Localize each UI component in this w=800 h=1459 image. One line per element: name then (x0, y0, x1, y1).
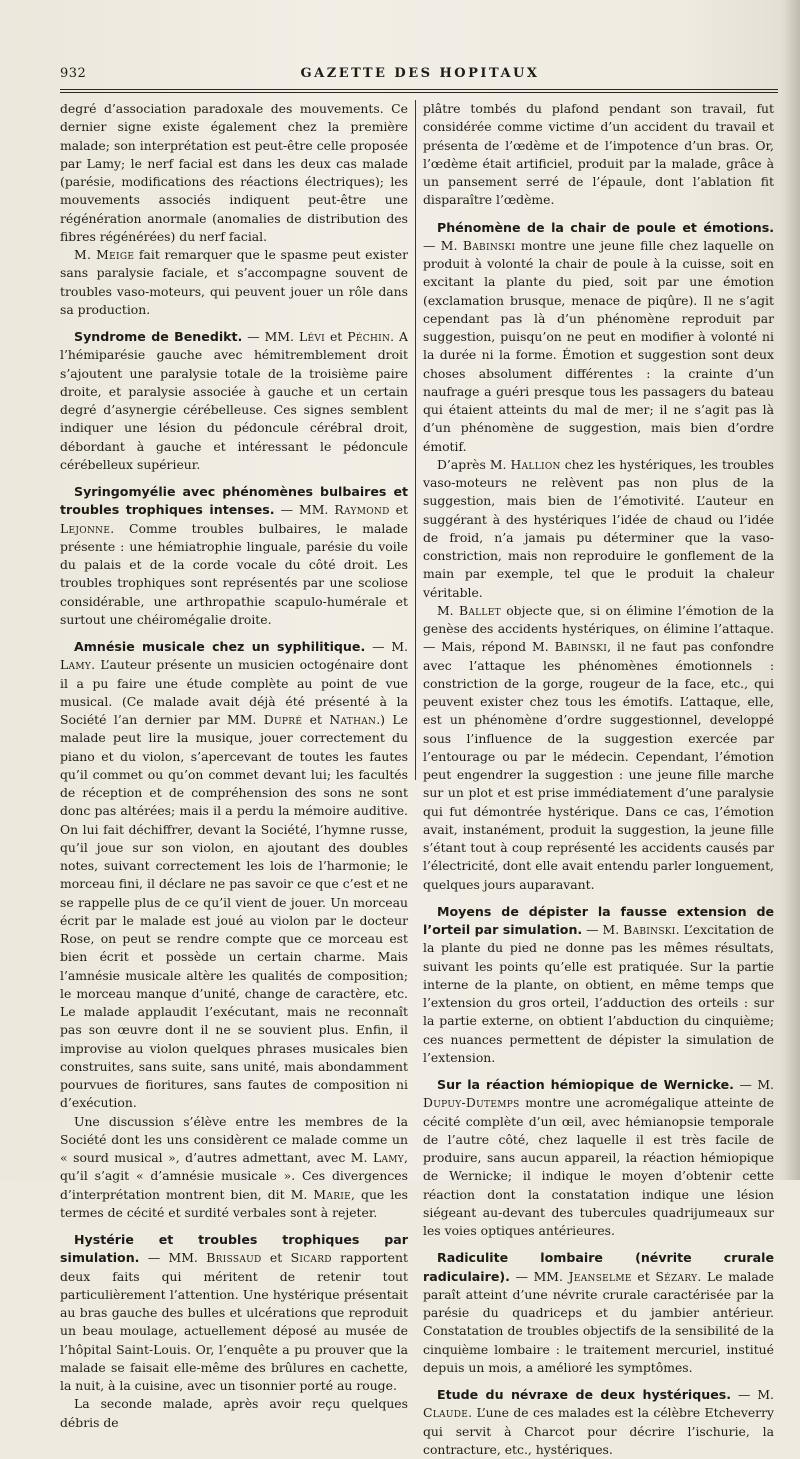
paragraph (60, 638, 408, 1113)
author-name: Brissaud (206, 1250, 262, 1266)
paragraph-text: montre une jeune fille chez laquelle on produit à volonté la chair de poule à la cuisse, soit en excitant la plante du pied, soit par une émotion (exclamation brusque, menace de piqûre). Il ne s’agit cependant pas là d’un phénomène reproduit par suggestion, puisqu’on ne peut en modifier à volonté ni la durée ni la forme. Émotion et suggestion sont deux choses absolument différentes : la crainte d’un naufrage a guéri presque tous les passagers du bateau qui étaient atteints du mal de mer; il ne s’agit pas là d’un phénomène de suggestion, mais bien d’ordre émotif. (423, 237, 774, 454)
paragraph-text: . L’excitation de la plante du pied ne donne pas les mêmes résultats, suivant les points qu’elle est pratiquée. Sur la partie interne de la plante, on obtient, en même temps que l’extension du gros orteil, l’adduction des orteils : sur la partie externe, on obtient l’abduction du cinquième; ces nuances permettent de dépister la simulation de l’extension. (423, 922, 775, 1065)
header-rule-double (60, 92, 778, 93)
paragraph-text: Une discussion s’élève entre les membres de la Société dont les uns considèrent ce malade comme un « sourd musical », d’autres admettant, avec M. (60, 1113, 408, 1165)
paragraph-text: , il ne faut pas confondre avec l’attaque les phénomènes émotionnels : constriction de la gorge, rougeur de la face, etc., qui peuvent exister chez tous les émotifs. L’attaque, elle, est un phénomène d’ordre suggestionnel, developpé sous l’influence de la suggestion exercée par l’entourage ou par le médecin. Cependant, l’émotion peut engendrer la suggestion : une jeune fille marche sur un plot et est prise immédiatement d’une paralysie qui fut démontrée hystérique. Dans ce cas, l’émotion avait, instanément, produit la suggestion, la jeune fille s’étant tout à coup représenté les accidents causés par l’électricité, dont elle avait entendu parler longuement, quelques jours auparavant. (423, 639, 774, 892)
author-name: Babinski (623, 922, 676, 937)
running-header (60, 66, 780, 86)
paragraph-text: . Comme troubles bulbaires, le malade présente : une hémiatrophie linguale, parésie du voile du palais et de la corde vocale du côté droit. Les troubles trophiques sont représentés par une scoliose considérable, une arthropathie scapulo-humérale et surtout une chéiromégalie droite. (60, 520, 408, 627)
section-title: Amnésie musicale chez un syphilitique. (74, 639, 366, 654)
section-title: Moyens de dépister la fausse extension de l’orteil par simulation. (423, 903, 774, 937)
right-column (423, 100, 774, 1459)
page-number: 932 (60, 66, 87, 81)
article-benedikt (60, 328, 408, 474)
paragraph-text: fait remarquer que le spasme peut exister sans paralysie faciale, et s’accompagne souvent de troubles vaso-moteurs, qui peuvent jouer un rôle dans sa production. (60, 247, 408, 317)
paragraph-text: , que les termes de cécité et surdité verbales sont à rejeter. (60, 1186, 408, 1220)
author-name: Marie (313, 1186, 351, 1202)
section-title: Hystérie et troubles trophiques par simulation. (60, 1232, 408, 1266)
text: et (631, 1268, 656, 1284)
author-name: Jeanselme (568, 1268, 632, 1284)
article-nevraxe (423, 1386, 774, 1459)
author-name: Lamy (372, 1150, 405, 1165)
paragraph (60, 1231, 408, 1395)
paragraph-text: . L’auteur présente un musicien octogénaire dont il a pu faire une étude complète au point de vue musical. (Ce malade avait déjà été présenté à la Société l’an dernier par MM. (60, 657, 408, 727)
section-title: Syndrome de Benedikt. (74, 329, 243, 344)
paragraph (60, 328, 408, 474)
paragraph-text: rapportent deux faits qui méritent de retenir tout particulièrement l’attention. Une hystérique présentait au bras gauche des bulles et ulcérations que reproduit un beau moulage, actuellement déposé au musée de l’hôpital Saint-Louis. Or, l’enquête a pu prouver que la malade se faisait elle-même des brûlures en cachette, la nuit, à la cuisine, avec un tisonnier porté au rouge. (60, 1250, 408, 1393)
author-name: Nathan (329, 712, 377, 727)
paragraph: plâtre tombés du plafond pendant son travail, fut considérée comme victime d’un accident du travail et présenta de l’œdème et de l’impotence d’un bras. Or, l’œdème était artificiel, produit par la malade, grâce à un pansement serré de l’épaule, dont l’ablation fit disparaître l’œdème. (423, 101, 774, 208)
paragraph (60, 1113, 408, 1223)
text: D’après M. (437, 456, 511, 472)
paragraph-text: montre une acromégalique atteinte de cécité complète d’un œil, avec hémianopsie temporale de l’autre côté, chez laquelle il est très facile de produire, sans aucun appareil, la réaction hémiopique de Wernicke; il indique le moyen d’obtenir cette réaction dont la constatation indique une lésion siégeant au-devant des tubercules quadrijumeaux sur les voies optiques antérieures. (423, 1095, 774, 1238)
paragraph (423, 219, 774, 456)
article-syringomyelie (60, 483, 408, 629)
paragraph (423, 1076, 774, 1240)
author-name: Dupré (263, 712, 303, 727)
text: — MM. (509, 1268, 569, 1284)
author-name: Hallion (510, 456, 561, 472)
author-name: Dupuy-Dutemps (423, 1095, 520, 1111)
paragraph (423, 602, 774, 894)
left-column (60, 100, 408, 1432)
paragraph-text: chez les hystériques, les troubles vaso-moteurs ne relèvent pas non plus de la suggestion, mais bien de l’émotivité. L’auteur en suggérant à des hystériques l’idée de chaud ou l’idée de froid, n’a jamais pu déterminer que la vaso-constriction, mais non reproduire le gonflement de la main par exemple, tel que le produit la chaleur véritable. (423, 456, 774, 600)
paragraph-text: , qu’il s’agit « d’amnésie musicale ». Ces divergences d’interprétation montrent bien, dit M. (60, 1150, 408, 1202)
text: et (325, 329, 348, 344)
text: — MM. (139, 1250, 207, 1266)
article-chair-de-poule (423, 219, 774, 894)
text: — MM. (274, 502, 335, 518)
paragraph (423, 1386, 774, 1459)
paragraph (423, 903, 774, 1067)
author-name: Raymond (334, 502, 390, 518)
article-amnesie-musicale (60, 638, 408, 1222)
paragraph-text: objecte que, si on élimine l’émotion de la genèse des accidents hystériques, on élimine l’attaque. — Mais, répond M. (423, 602, 774, 655)
author-name: Lamy (60, 657, 92, 673)
section-title: Syringomyélie avec phénomènes bulbaires et troubles trophiques intenses. (60, 484, 408, 518)
author-name: Ballet (458, 602, 501, 618)
text: — M. (731, 1387, 774, 1402)
section-title: Phénomène de la chair de poule et émotions. (437, 219, 774, 235)
text: et (261, 1250, 291, 1266)
page-spine-shadow (782, 0, 800, 1180)
paragraph (423, 456, 774, 602)
paragraph-text: . Le malade paraît atteint d’une névrite crurale caractérisée par la parésie du quadriceps et du jambier antérieur. Constatation de troubles objectifs de la sensibilité de la cinquième lombaire : le traitement mercuriel, institué depuis un mois, a amélioré les symptômes. (423, 1268, 774, 1375)
section-title: Etude du névraxe de deux hystériques. (437, 1387, 732, 1402)
text: et (302, 712, 330, 727)
paragraph (60, 483, 408, 629)
paragraph: degré d’association paradoxale des mouvements. Ce dernier signe existe également chez la première malade; son interprétation est peut-être celle proposée par Lamy; le nerf facial est dans les deux cas malade (parésie, modifications des réactions électriques); les mouvements associés indiquent peut-être une régénération anormale (anomalies de distribution des fibres régénérées) du nerf facial. (60, 101, 408, 244)
author-name: Lévi (298, 329, 325, 344)
paragraph-text: . A l’hémiparésie gauche avec hémitremblement droit s’ajoutent une paralysie totale de la troisième paire droite, et paralysie associée à gauche et un certain degré d’asynergie cérébelleuse. Ces signes semblent indiquer une lésion du pédoncule cérébral droit, débordant à gauche et intéressant le pédoncule cérébelleux supérieur. (60, 329, 408, 472)
paragraph-text: . L’une de ces malades est la célèbre Etcheverry qui servit à Charcot pour décrire l’ischurie, la contracture, etc., hystériques. (423, 1405, 774, 1457)
paragraph: La seconde malade, après avoir reçu quelques débris de (60, 1396, 408, 1430)
article-radiculite-lombaire (423, 1249, 774, 1377)
section-title: Sur la réaction hémiopique de Wernicke. (437, 1077, 734, 1092)
paragraph (60, 246, 408, 319)
text: — MM. (242, 329, 299, 344)
text: et (389, 502, 408, 518)
author-name: Babinski (462, 237, 516, 253)
paragraph-text: .) Le malade peut lire la musique, jouer correctement du piano et du violon, s’apercevant de toutes les fautes qu’il commet ou qu’on commet devant lui; les facultés de réception et de compréhension des sons ne sont donc pas altérées; mais il a perdu la mémoire auditive. On lui fait déchiffrer, devant la Société, l’hymne russe, qu’il joue sur son violon, en ajoutant des doubles notes, suivant correctement les lois de l’harmonie; le morceau fini, il déclare ne pas savoir ce que c’est et ne se rappelle plus de ce qu’il vient de jouer. Un morceau écrit par le malade est joué au violon par le docteur Rose, on peut se rendre compte que ce morceau est bien écrit et possède un certain charme. Mais l’amnésie musicale altère les qualités de composition; le morceau manque d’unité, change de caractère, etc. Le malade applaudit l’exécutant, mais ne reconnaît pas son œuvre dont il ne se souvient plus. Enfin, il improvise au violon quelques phrases musicales bien construites, sans suite, sans unité, mais abondamment pourvues de fioritures, sans fautes de composition ni d’exécution. (60, 712, 408, 1111)
paragraph (423, 1249, 774, 1377)
section-title: Radiculite lombaire (névrite crurale radiculaire). (423, 1250, 774, 1284)
text: — M. (582, 922, 624, 937)
author-name: Sézary (655, 1268, 698, 1284)
author-name: Claude (423, 1405, 469, 1421)
text: M. (437, 602, 459, 618)
author-name: Sicard (290, 1250, 332, 1266)
article-hysterie-continuation (423, 100, 774, 210)
text: — M. (365, 639, 408, 654)
article-reaction-hemiopique (423, 1076, 774, 1240)
author-name: Péchin (347, 329, 391, 344)
article-hysterie-simulation (60, 1231, 408, 1432)
article-continuation (60, 100, 408, 319)
text: — M. (423, 237, 463, 253)
column-divider (415, 100, 416, 780)
header-rule (60, 89, 778, 90)
article-fausse-extension-orteil (423, 903, 774, 1067)
journal-title: GAZETTE DES HOPITAUX (300, 66, 540, 81)
text: — M. (733, 1077, 774, 1092)
author-name: Babinski (554, 639, 608, 655)
author-name: M. Meige (74, 247, 135, 262)
author-name: Lejonne (60, 520, 111, 536)
